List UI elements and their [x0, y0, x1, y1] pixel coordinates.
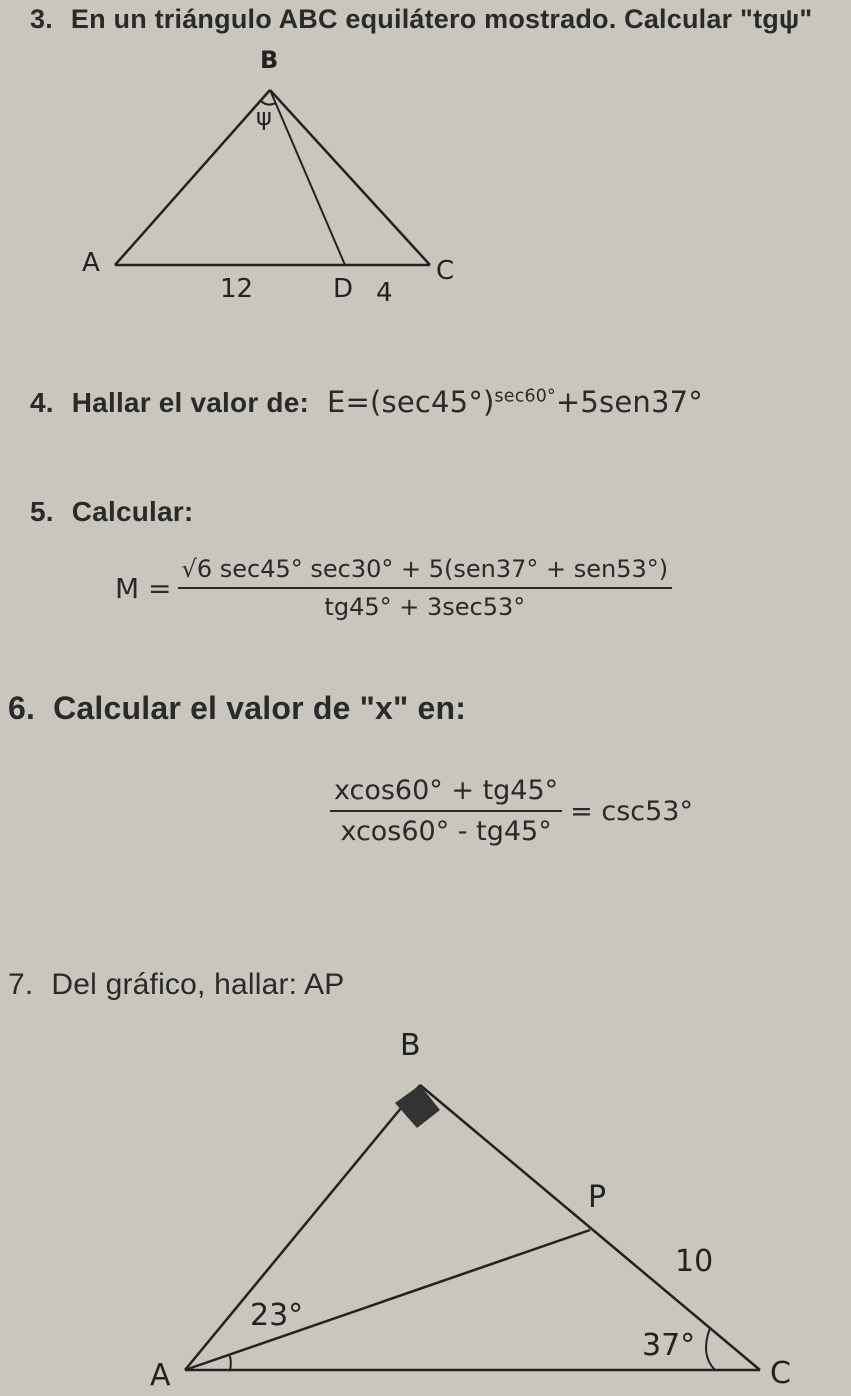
label-segment-10: 10 [675, 1244, 714, 1279]
question-4-number: 4. [30, 387, 54, 418]
sqrt-six: √6 [181, 555, 213, 583]
cevian-bd [270, 90, 345, 265]
question-5-text: Calcular: [71, 496, 194, 527]
x-fraction [330, 775, 562, 847]
label-a: A [82, 248, 100, 278]
m-numerator [178, 555, 673, 589]
question-6-number: 6. [8, 690, 36, 726]
expr-tail: +5sen37° [555, 385, 703, 419]
question-6-formula [330, 775, 693, 847]
triangle-abpc-figure [130, 1025, 810, 1390]
segment-ap [185, 1230, 590, 1370]
question-3-number: 3. [30, 4, 53, 34]
question-5 [30, 496, 193, 528]
label-d: D [333, 274, 354, 304]
side-bc [420, 1085, 760, 1370]
numerator-rest: sec45° sec30° + 5(sen37° + sen53°) [219, 555, 669, 583]
label-psi: ψ [256, 103, 272, 131]
right-angle-marker [395, 1085, 440, 1128]
angle-23-arc [229, 1355, 231, 1371]
question-3-text: En un triángulo ABC equilátero mostrado. Calcular "tgψ" [70, 4, 813, 34]
label-segment-12: 12 [220, 274, 254, 304]
label-a: A [150, 1358, 171, 1390]
question-7-text: Del gráfico, hallar: AP [51, 968, 345, 1001]
side-bc [270, 90, 430, 265]
question-5-formula [115, 555, 672, 621]
m-fraction [178, 555, 673, 621]
question-7 [8, 968, 345, 1002]
expr-base: E=(sec45°) [326, 385, 495, 419]
expr-exponent: sec60° [494, 386, 556, 407]
x-denominator: xcos60° - tg45° [340, 816, 552, 847]
label-c: C [770, 1356, 791, 1390]
label-c: C [436, 256, 455, 286]
question-3 [30, 4, 812, 35]
label-p: P [588, 1180, 607, 1215]
question-4-text: Hallar el valor de: [71, 387, 309, 418]
angle-37-arc [706, 1328, 715, 1370]
label-b: B [260, 46, 279, 74]
label-angle-37: 37° [642, 1328, 696, 1363]
label-segment-4: 4 [376, 278, 393, 308]
question-4-expression [327, 385, 703, 419]
label-b: B [400, 1028, 421, 1063]
label-angle-23: 23° [250, 1298, 304, 1333]
m-denominator: tg45° + 3sec53° [324, 593, 526, 621]
lhs-m: M = [115, 571, 172, 605]
question-6 [8, 690, 466, 727]
question-5-number: 5. [30, 496, 54, 527]
question-4 [30, 385, 703, 419]
x-numerator: xcos60° + tg45° [330, 775, 562, 812]
rhs-csc: = csc53° [570, 795, 693, 827]
triangle-abc-figure [70, 45, 490, 315]
question-7-number: 7. [8, 968, 34, 1001]
question-6-text: Calcular el valor de "x" en: [53, 690, 467, 726]
side-ab [115, 90, 270, 265]
